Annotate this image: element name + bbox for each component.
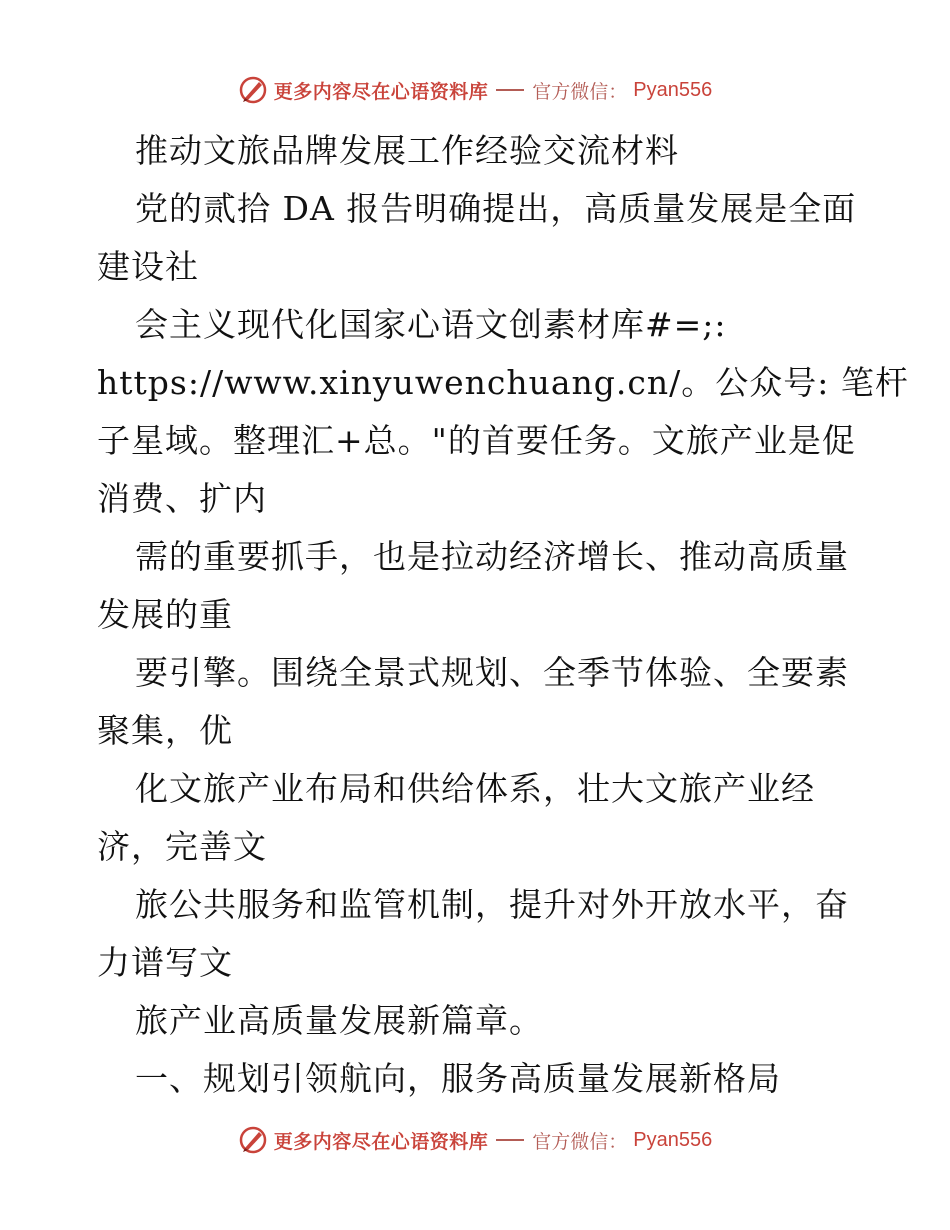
footer-banner: [0, 1122, 950, 1158]
banner-main-text: 更多内容尽在心语资料库: [273, 1130, 489, 1153]
document-title: 推动文旅品牌发展工作经验交流材料: [135, 131, 679, 170]
header-banner: [0, 72, 950, 108]
paragraph-line: 化文旅产业布局和供给体系，壮大文旅产业经: [135, 769, 815, 808]
banner-wechat-id: Pyan556: [633, 1128, 713, 1151]
banner-wechat-id: Pyan556: [633, 78, 713, 101]
paragraph-line: 力谱写文: [97, 943, 233, 982]
banner-wechat-label: 官方微信：: [532, 80, 628, 103]
quill-pen-logo-icon: [238, 1125, 268, 1155]
section-heading: 一、规划引领航向，服务高质量发展新格局: [135, 1059, 781, 1098]
paragraph-line: 旅公共服务和监管机制，提升对外开放水平，奋: [135, 885, 849, 924]
paragraph-line: 要引擎。围绕全景式规划、全季节体验、全要素: [135, 653, 849, 692]
quill-pen-logo-icon: [238, 75, 268, 105]
paragraph-line: 党的贰拾 DA 报告明确提出，高质量发展是全面: [135, 189, 857, 228]
paragraph-line: 旅产业高质量发展新篇章。: [135, 1001, 543, 1040]
paragraph-line: 消费、扩内: [97, 479, 267, 518]
banner-divider: [496, 89, 524, 91]
document-body: [97, 122, 909, 1108]
paragraph-line: 子星域。整理汇+总。"的首要任务。文旅产业是促: [97, 421, 856, 460]
paragraph-line: 建设社: [97, 247, 199, 286]
banner-divider: [496, 1139, 524, 1141]
paragraph-line: 发展的重: [97, 595, 233, 634]
banner-wechat-label: 官方微信：: [532, 1130, 628, 1153]
paragraph-line: 济，完善文: [97, 827, 267, 866]
paragraph-line: https://www.xinyuwenchuang.cn/。公众号: 笔杆: [97, 363, 909, 402]
paragraph-line: 会主义现代化国家心语文创素材库#=;:: [135, 305, 727, 344]
paragraph-line: 聚集，优: [97, 711, 233, 750]
banner-main-text: 更多内容尽在心语资料库: [273, 80, 489, 103]
paragraph-line: 需的重要抓手，也是拉动经济增长、推动高质量: [135, 537, 849, 576]
